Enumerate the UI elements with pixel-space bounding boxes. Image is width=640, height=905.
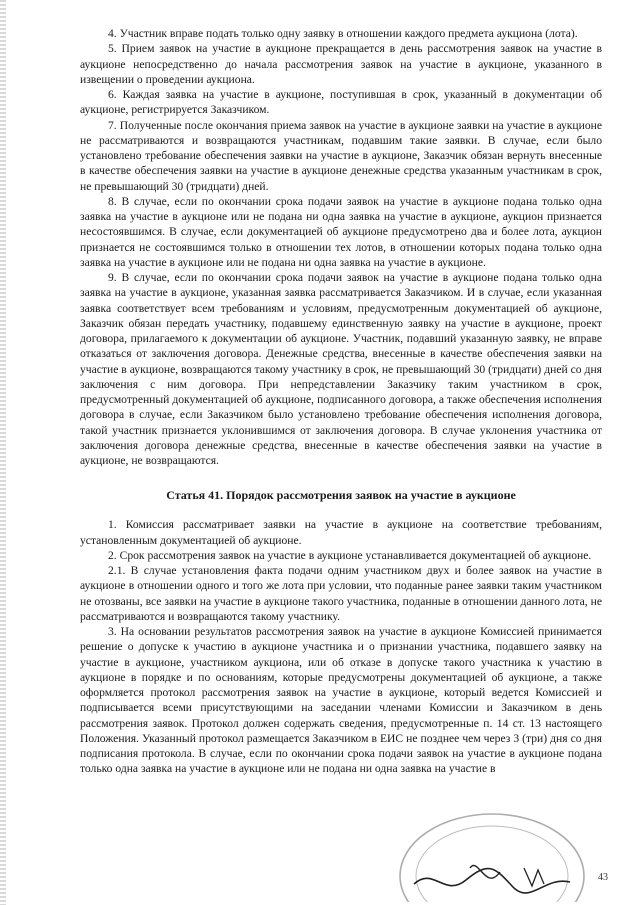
paragraph-item-5: 5. Прием заявок на участие в аукционе прекращается в день рассмотрения заявок на участие в аукционе непосредственно до начала рассмотрения заявок на участие в аукционе, указанного в извещении о проведении аукциона. — [80, 42, 602, 86]
paragraph-item-8: 8. В случае, если по окончании срока подачи заявок на участие в аукционе подана только одна заявка на участие в аукционе или не подана ни одна заявка на участие в аукционе, аукцион признается несостоявшимся. В случае, если документацией об аукционе предусмотрено два и более лота, аукцион признается не состоявшимся только в отношении тех лотов, в отношении которых подана только одна заявка на участие в аукционе или не подана ни одна заявка на участие в аукционе. — [80, 194, 602, 269]
section-title: Статья 41. Порядок рассмотрения заявок на участие в аукционе — [166, 488, 516, 503]
page-number: 43 — [598, 872, 608, 883]
paragraph-item-9: 9. В случае, если по окончании срока подачи заявок на участие в аукционе подана только одна заявка на участие в аукционе, указанная заявка рассматривается Заказчиком. И в случае, если указанная заявка соответствует всем требованиям и условиям, предусмотренным документацией об аукционе, Заказчик обязан передать участнику, подавшему единственную заявку на участие в аукционе, проект договора, прилагаемого к документации об аукционе. Участник, подавший указанную заявку, не вправе отказаться от заключения договора. Денежные средства, внесенные в качестве обеспечения заявки на участие в аукционе, возвращаются такому участнику в срок, не превышающий 30 (тридцати) дней со дня заключения с ним договора. При непредставлении Заказчику таким участником в срок, предусмотренный документацией об аукционе, подписанного договора, а также обеспечения исполнения договора в случае, если Заказчиком было установлено требование обеспечения исполнения договора, такой участник признается уклонившимся от заключения договора. В случае уклонения участника от заключения договора денежные средства, внесенные в качестве обеспечения заявки на участие в аукционе, не возвращаются. — [80, 271, 602, 467]
paragraph-clause-2-1: 2.1. В случае установления факта подачи одним участником двух и более заявок на участие в аукционе в отношении одного и того же лота при условии, что поданные ранее заявки таким участником не отозваны, все заявки на участие в аукционе такого участника, поданные в отношении данного лота, не рассматриваются и возвращаются такому участнику. — [80, 564, 602, 623]
document-page — [80, 26, 602, 777]
paragraph-clause-3: 3. На основании результатов рассмотрения заявок на участие в аукционе Комиссией принимается решение о допуске к участию в аукционе участника и о признании участника, подавшего заявку на участие в аукционе, участником аукциона, или об отказе в допуске такого участника к участию в аукционе в порядке и по основаниям, которые предусмотрены документацией об аукционе, а также оформляется протокол рассмотрения заявок на участие в аукционе, который ведется Комиссией и подписывается всеми присутствующими на заседании членами Комиссии и Заказчиком в день рассмотрения заявок. Протокол должен содержать сведения, предусмотренные п. 14 ст. 13 настоящего Положения. Указанный протокол размещается Заказчиком в ЕИС не позднее чем через 3 (три) дня со дня подписания протокола. В случае, если по окончании срока подачи заявок на участие в аукционе подана только одна заявка на участие в аукционе или не подана ни одна заявка на участие в — [80, 625, 602, 776]
paragraph-item-4: 4. Участник вправе подать только одну заявку в отношении каждого предмета аукциона (лота). — [108, 27, 578, 40]
paragraph-clause-2: 2. Срок рассмотрения заявок на участие в аукционе устанавливается документацией об аукционе. — [108, 548, 592, 562]
scan-left-edge — [0, 0, 6, 905]
official-stamp-icon — [374, 806, 622, 902]
paragraph-item-7: 7. Полученные после окончания приема заявок на участие в аукционе заявки на участие в аукционе не рассматриваются и возвращаются участникам, подавшим такие заявки. В случае, если было установлено требование обеспечения заявки на участие в аукционе, Заказчик обязан вернуть внесенные в качестве обеспечения заявки на участие в аукционе денежные средства указанным участникам в срок, не превышающий 30 (тридцати) дней. — [80, 118, 602, 193]
paragraph-clause-1: 1. Комиссия рассматривает заявки на участие в аукционе на соответствие требованиям, установленным документацией об аукционе. — [80, 518, 602, 547]
paragraph-item-6: 6. Каждая заявка на участие в аукционе, поступившая в срок, указанный в документации об аукционе, регистрируется Заказчиком. — [80, 88, 602, 117]
